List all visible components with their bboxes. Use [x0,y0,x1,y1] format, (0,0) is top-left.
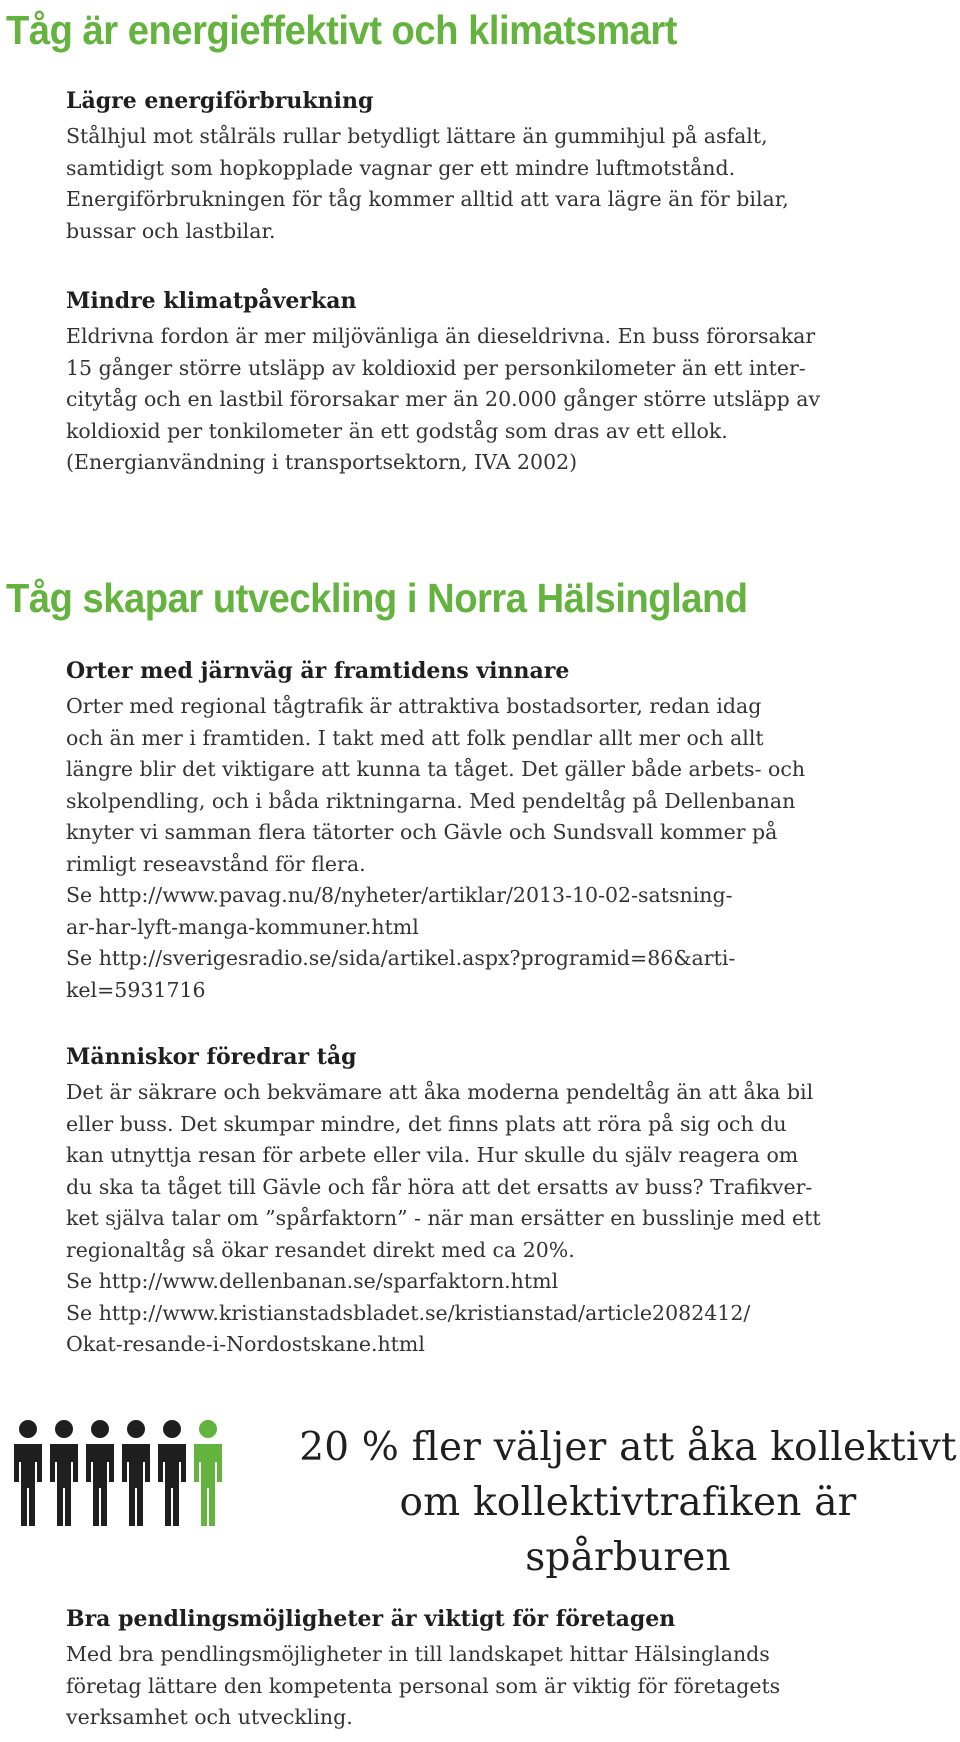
highlight-quote: 20 % fler väljer att åka kollektivt om kollektivtrafiken är spårburen [299,1425,957,1580]
people-icon-group [10,1420,226,1528]
block-heading: Mindre klimatpåverkan [66,288,357,314]
person-icon [194,1420,222,1526]
block-heading: Orter med järnväg är framtidens vinnare [66,658,570,684]
text-block-energy-consumption [66,86,826,247]
block-heading: Bra pendlingsmöjligheter är viktigt för företagen [66,1606,676,1632]
block-heading: Lägre energiförbrukning [66,88,374,114]
block-text: Det är säkrare och bekvämare att åka moderna pendeltåg än att åka bil eller buss. Det skumpar mindre, det finns plats att röra på sig och du kan utnyttja resan för arbete eller vila. Hur skulle du själv reagera om du ska ta tåget till Gävle och får höra att det ersatts av buss? Trafikver- ket själva talar om ”spårfaktorn” - när man ersätter en busslinje med ett regionaltåg så ökar resandet direkt med ca 20%. Se http://www.dellenbanan.se/sparfaktorn.html Se http://www.kristianstadsbladet.se/kristianstad/article2082412/ Okat-resande-i-Nordostskane.html [66,1080,821,1356]
block-text: Med bra pendlingsmöjligheter in till landskapet hittar Hälsinglands företag lättare den kompetenta personal som är viktig för företagets verksamhet och utveckling. [66,1642,781,1729]
person-icon [14,1420,42,1526]
text-block-climate-impact [66,286,826,479]
text-block-people-prefer-train [66,1042,826,1361]
block-text: Orter med regional tågtrafik är attraktiva bostadsorter, redan idag och än mer i framtiden. I takt med att folk pendlar allt mer och allt längre blir det viktigare att kunna ta tåget. Det gäller både arbets- och skolpendling, och i båda riktningarna. Med pendeltåg på Dellenbanan knyter vi samman flera tätorter och Gävle och Sundsvall kommer på rimligt reseavstånd för flera. Se http://www.pavag.nu/8/nyheter/artiklar/2013-10-02-satsning- ar-har-lyft-manga-kommuner.html Se http://sverigesradio.se/sida/artikel.aspx?programid=86&arti- kel=5931716 [66,694,806,1002]
person-icon [86,1420,114,1526]
person-icon [50,1420,78,1526]
block-text: Stålhjul mot stålräls rullar betydligt lättare än gummihjul på asfalt, samtidigt som hopkopplade vagnar ger ett mindre luftmotstånd. Energiförbrukningen för tåg kommer alltid att vara lägre än för bilar, bussar och lastbilar. [66,124,789,243]
block-text: Eldrivna fordon är mer miljövänliga än dieseldrivna. En buss förorsakar 15 gånger större utsläpp av koldioxid per personkilometer än ett inter- citytåg och en lastbil förorsakar mer än 20.000 gånger större utsläpp av koldioxid per tonkilometer än ett godståg som dras av ett ellok. (Energianvändning i transportsektorn, IVA 2002) [66,324,821,474]
text-block-commuting-companies [66,1604,826,1734]
text-block-railway-towns [66,656,826,1006]
block-heading: Människor föredrar tåg [66,1044,357,1070]
section-title-development: Tåg skapar utveckling i Norra Hälsingland [6,575,748,621]
section-title-energy: Tåg är energieffektivt och klimatsmart [6,7,678,53]
person-icon [122,1420,150,1526]
person-icon [158,1420,186,1526]
